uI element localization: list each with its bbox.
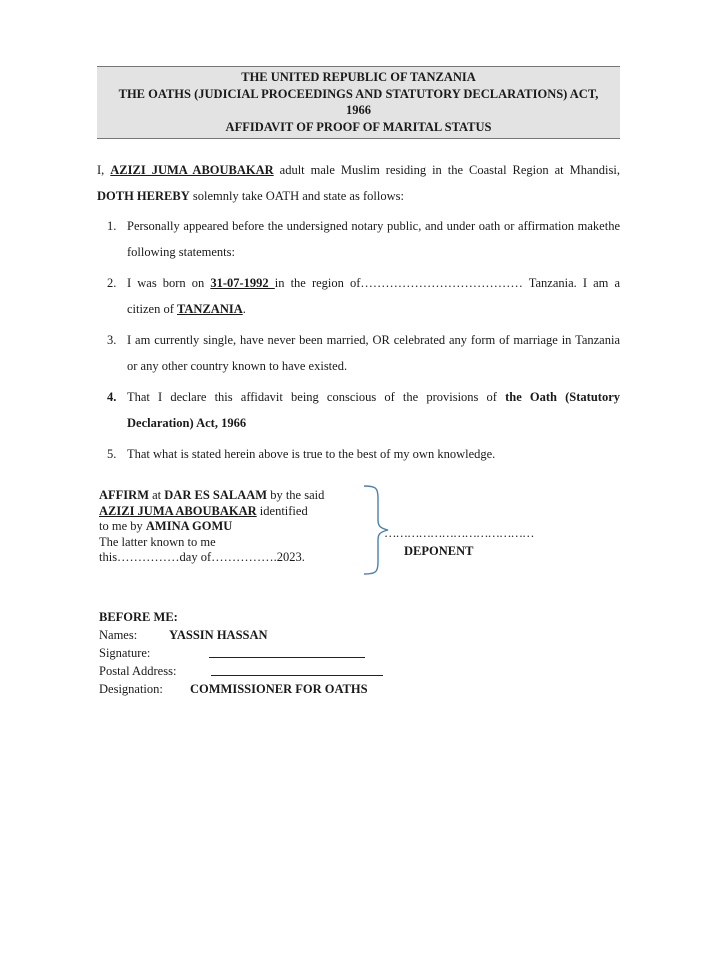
deponent-label: DEPONENT (404, 544, 474, 558)
statement-3: 3. I am currently single, have never been married, OR celebrated any form of marriage in Tanzania or any other country known to have existed. (107, 333, 620, 373)
identifier-name: AMINA GOMU (145, 519, 233, 533)
commissioner-name: YASSIN HASSAN (169, 628, 268, 642)
doth-hereby: DOTH HEREBY (97, 189, 190, 203)
before-me-block: BEFORE ME: Names: YASSIN HASSAN Signature: Postal Address: Designation: COMMISSIONER FOR OATHS (99, 608, 419, 698)
affirm-deponent-name: AZIZI JUMA ABOUBAKAR (99, 503, 257, 518)
statement-5: 5. That what is stated herein above is true to the best of my own knowledge. (107, 447, 496, 461)
signature-line (209, 644, 365, 658)
document-header (97, 66, 620, 139)
affirmation-block: AFFIRM at DAR ES SALAAM by the said AZIZI JUMA ABOUBAKAR identified to me by AMINA GOMU The latter known to me this……………day of…………….2023. (99, 488, 389, 566)
citizenship: TANZANIA (176, 302, 243, 316)
act-reference: the Oath (Statutory Declaration) Act, 1966 (127, 390, 620, 430)
deponent-signature (384, 524, 534, 560)
header-act-year: 1966 (346, 103, 371, 117)
deponent-signature-line: ………………………………… (384, 526, 534, 540)
header-act-title: THE OATHS (JUDICIAL PROCEEDINGS AND STATUTORY DECLARATIONS) ACT, (118, 86, 599, 101)
statement-4: 4. That I declare this affidavit being conscious of the provisions of the Oath (Statutory Declaration) Act, 1966 (107, 390, 620, 430)
postal-address-line (211, 662, 383, 676)
commissioner-designation: COMMISSIONER FOR OATHS (190, 682, 368, 696)
deponent-name: AZIZI JUMA ABOUBAKAR (110, 163, 274, 177)
date-of-birth: 31-07-1992 (210, 276, 275, 290)
header-country: THE UNITED REPUBLIC OF TANZANIA (241, 70, 476, 84)
affirm-date-line: this……………day of…………….2023. (99, 550, 305, 564)
statement-1: 1. Personally appeared before the undersigned notary public, and under oath or affirmation makethe following statements: (107, 219, 620, 259)
affirm-place: DAR ES SALAAM (164, 488, 268, 502)
statement-2: 2. I was born on 31-07-1992 in the region of………………………………… Tanzania. I am a citizen of TANZANIA. (107, 276, 621, 316)
statement-list (97, 213, 620, 472)
intro-paragraph: I, AZIZI JUMA ABOUBAKAR adult male Muslim residing in the Coastal Region at Mhandisi, DOTH HEREBY solemnly take OATH and state as follows: (97, 163, 620, 203)
header-affidavit-title: AFFIDAVIT OF PROOF OF MARITAL STATUS (225, 119, 492, 134)
before-me-title: BEFORE ME: (99, 610, 178, 624)
